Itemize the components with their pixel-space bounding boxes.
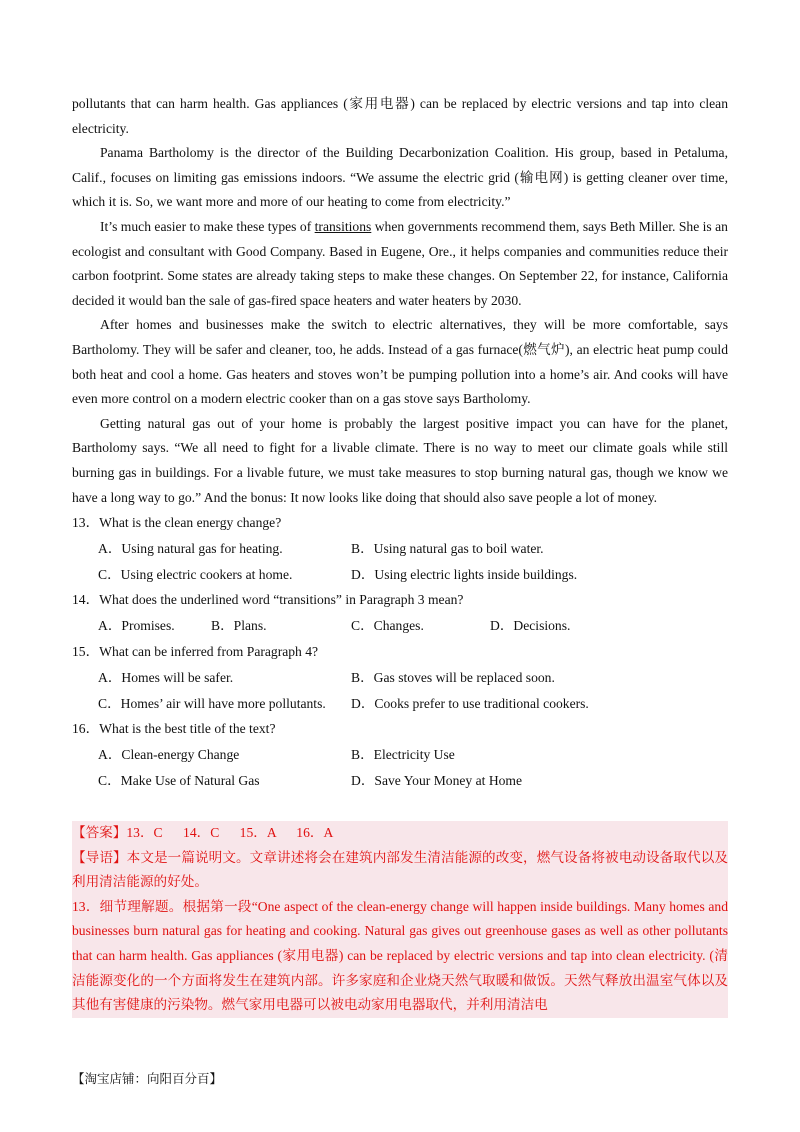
option-a: A．Clean-energy Change xyxy=(98,747,240,763)
option-d: D．Decisions. xyxy=(490,618,571,634)
option-row xyxy=(72,742,728,768)
option-c: C．Homes’ air will have more pollutants. xyxy=(98,695,326,711)
explanation-text: 13．细节理解题。根据第一段“One aspect of the clean-energy change will happen inside buildings. Many homes and businesses burn natural gas for heating and cooking. Natural gas gives out greenhouse gases as well as other pollutants that can harm health. Gas appliances (家用电器) can be replaced by electric versions and tap into clean electricity. (清洁能源变化的一个方面将发生在建筑内部。许多家庭和企业烧天然气取暖和做饭。天然气释放出温室气体以及其他有害健康的污染物。燃气家用电器可以被电动家用电器取代，并利用清洁电 xyxy=(72,898,728,1013)
answers-values: 13．C 14．C 15．A 16．A xyxy=(126,825,334,840)
option-row xyxy=(72,536,728,562)
option-row xyxy=(72,613,728,639)
option-b: B．Plans. xyxy=(211,618,267,634)
question-stem: 16．What is the best title of the text? xyxy=(72,721,276,737)
option-d: D．Using electric lights inside buildings. xyxy=(351,566,578,582)
paragraph-2: Panama Bartholomy is the director of the Building Decarbonization Coalition. His group, based in Petaluma, Calif., focuses on limiting gas emissions indoors. “We assume the electric grid (输电网) is getting cleaner over time, which it is. So, we want more and more of our heating to come from electricity.” xyxy=(72,145,728,210)
option-b: B．Gas stoves will be replaced soon. xyxy=(351,669,555,685)
answers-line xyxy=(72,821,728,846)
question-stem: 14．What does the underlined word “transitions” in Paragraph 3 mean? xyxy=(72,592,464,608)
shop-footer: 【淘宝店铺：向阳百分百】 xyxy=(72,1071,223,1086)
question-stem: 15．What can be inferred from Paragraph 4? xyxy=(72,644,319,660)
option-c: C．Using electric cookers at home. xyxy=(98,566,293,582)
paragraph-3 xyxy=(72,215,728,313)
paragraph-3-after: when governments recommend them, says Beth Miller. She is an ecologist and consultant with Good Company. Based in Eugene, Ore., it helps companies and communities reduce their carbon footprint. Some states are already taking steps to make these changes. On September 22, for instance, California decided it would ban the sale of gas-fired space heaters and water heaters by 2030. xyxy=(72,218,728,308)
option-a: A．Promises. xyxy=(98,618,175,634)
option-d: D．Cooks prefer to use traditional cookers. xyxy=(351,695,589,711)
answers-label: 【答案】 xyxy=(72,825,127,840)
option-a: A．Homes will be safer. xyxy=(98,669,234,685)
option-b: B．Using natural gas to boil water. xyxy=(351,540,544,556)
paragraph-4: After homes and businesses make the switch to electric alternatives, they will be more comfortable, says Bartholomy. They will be safer and cleaner, too, he adds. Instead of a gas furnace(燃气炉), an electric heat pump could both heat and cool a home. Gas heaters and stoves won’t be pumping pollution into a home’s air. And cooks will have even more control on a modern electric cooker than on a gas stove says Bartholomy. xyxy=(72,317,728,407)
question-stem: 13．What is the clean energy change? xyxy=(72,515,282,531)
option-row xyxy=(72,665,728,691)
option-a: A．Using natural gas for heating. xyxy=(98,540,283,556)
underlined-word: transitions xyxy=(314,218,372,234)
option-d: D．Save Your Money at Home xyxy=(351,773,523,789)
option-row xyxy=(72,768,728,794)
answer-section xyxy=(72,821,728,1018)
question-14 xyxy=(72,587,728,639)
option-c: C．Make Use of Natural Gas xyxy=(98,773,260,789)
passage xyxy=(72,92,728,794)
guide-text: 【导语】本文是一篇说明文。文章讲述将会在建筑内部发生清洁能源的改变，燃气设备将被电动设备取代以及利用清洁能源的好处。 xyxy=(72,849,728,890)
option-row xyxy=(72,691,728,717)
paragraph-3-before: It’s much easier to make these types of xyxy=(100,218,315,234)
option-row xyxy=(72,562,728,588)
option-c: C．Changes. xyxy=(351,618,424,634)
paragraph-1-tail: pollutants that can harm health. Gas appliances (家用电器) can be replaced by electric versions and tap into clean electricity. xyxy=(72,96,728,136)
paragraph-5: Getting natural gas out of your home is probably the largest positive impact you can have for the planet, Bartholomy says. “We all need to fight for a livable climate. There is no way to meet our climate goals while still burning gas in buildings. For a livable future, we must take measures to stop burning natural gas, though we know we have a long way to go.” And the bonus: It now looks like doing that should also save people a lot of money. xyxy=(72,415,728,505)
question-15 xyxy=(72,639,728,716)
option-b: B．Electricity Use xyxy=(351,747,455,763)
question-16 xyxy=(72,716,728,793)
question-13 xyxy=(72,510,728,587)
